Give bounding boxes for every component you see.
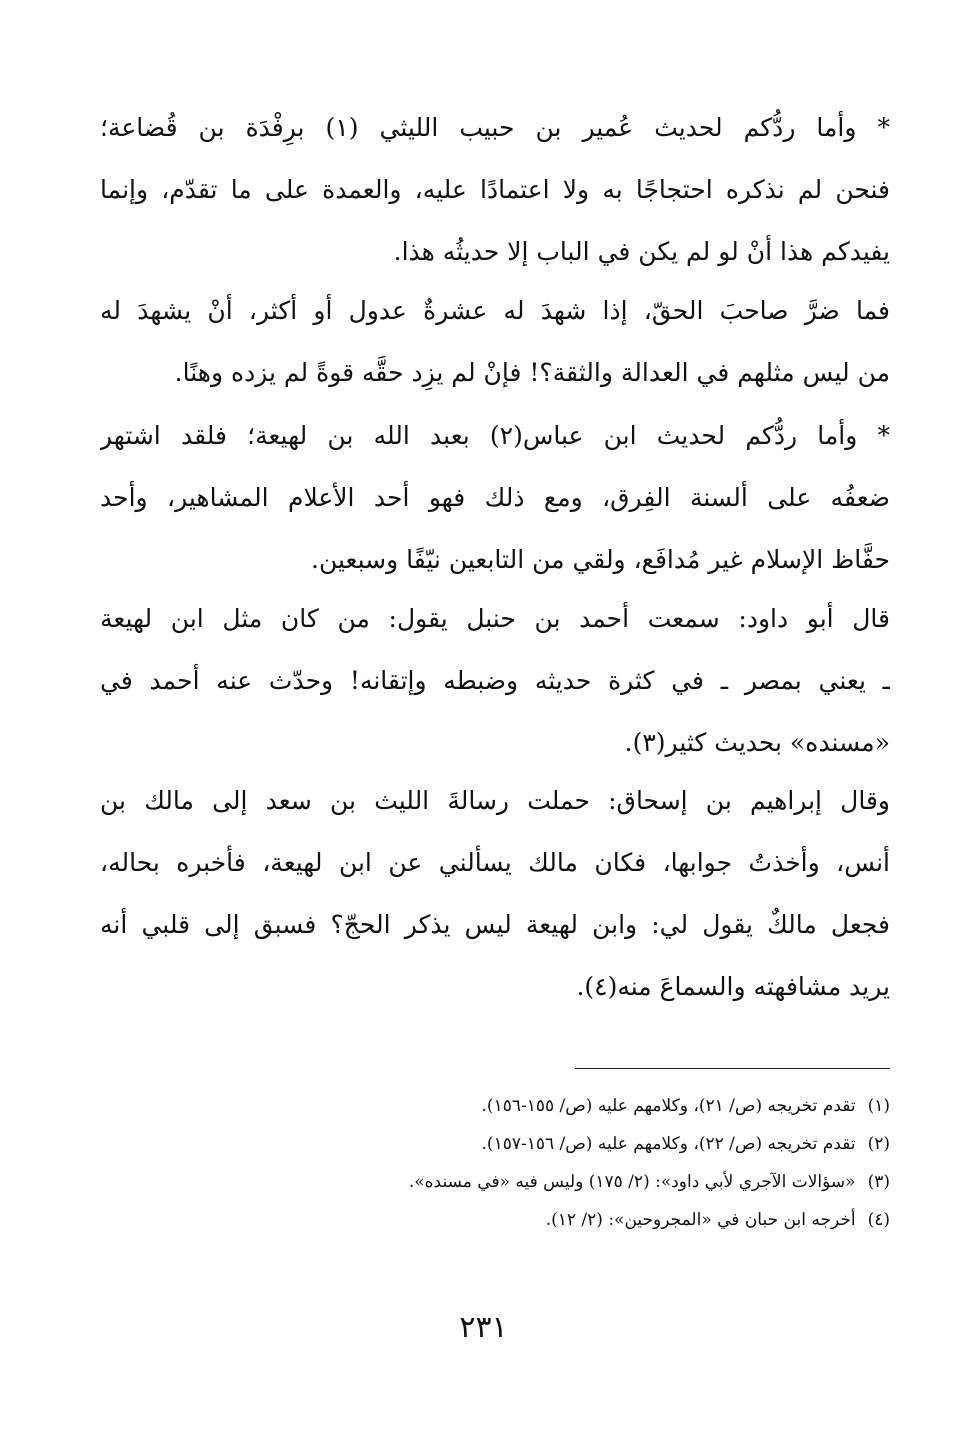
footnote-text: تقدم تخريجه (ص/ ٢١)، وكلامهم عليه (ص/ ١٥٥-١٥٦).: [481, 1096, 856, 1116]
text-line: وقال إبراهيم بن إسحاق: حملت رسالةَ الليث بن سعد إلى مالك بن: [100, 786, 890, 815]
text-line: يفيدكم هذا أنْ لو لم يكن في الباب إلا حديثُه هذا.: [393, 237, 890, 266]
text-line: أنس، وأخذتُ جوابها، فكان مالك يسألني عن ابن لهيعة، فأخبره بحاله،: [100, 848, 890, 877]
text-line: قال أبو داود: سمعت أحمد بن حنبل يقول: من كان مثل ابن لهيعة: [100, 604, 890, 633]
text-line: فنحن لم نذكره احتجاجًا به ولا اعتمادًا عليه، والعمدة على ما تقدّم، وإنما: [100, 175, 890, 204]
footnote-divider: [575, 1068, 890, 1069]
footnote-text: تقدم تخريجه (ص/ ٢٢)، وكلامهم عليه (ص/ ١٥٦-١٥٧).: [481, 1134, 856, 1154]
footnote-number: (٤): [867, 1210, 890, 1230]
text-line: يريد مشافهته والسماعَ منه(٤).: [576, 972, 890, 1001]
footnote: [100, 1087, 890, 1125]
footnote: [100, 1163, 890, 1201]
page-number: ٢٣١: [459, 1310, 508, 1345]
text-line: ضعفُه على ألسنة الفِرق، ومع ذلك فهو أحد الأعلام المشاهير، وأحد: [100, 483, 890, 512]
paragraph-witnesses: [100, 280, 890, 404]
paragraph-ibrahim: [100, 770, 890, 1018]
text-line: فما ضرَّ صاحبَ الحقّ، إذا شهدَ له عشرةٌ عدول أو أكثر، أنْ يشهدَ له: [100, 296, 890, 325]
text-line: «مسنده» بحديث كثير(٣).: [624, 728, 890, 757]
paragraph-umair: [100, 97, 890, 283]
text-line: * وأما ردُّكم لحديث ابن عباس(٢) بعبد الله بن لهيعة؛ فلقد اشتهر: [100, 421, 890, 450]
text-line: ـ يعني بمصر ـ في كثرة حديثه وضبطه وإتقانه! وحدّث عنه أحمد في: [100, 666, 890, 695]
text-line: * وأما ردُّكم لحديث عُمير بن حبيب الليثي (١) برِفْدَة بن قُضاعة؛: [100, 113, 890, 142]
footnotes: [100, 1087, 890, 1239]
footnote: [100, 1201, 890, 1239]
footnote-number: (٣): [867, 1172, 890, 1192]
footnote-number: (٢): [867, 1134, 890, 1154]
paragraph-abu-dawud: [100, 588, 890, 774]
footnote: [100, 1125, 890, 1163]
text-line: حفَّاظ الإسلام غير مُدافَع، ولقي من التابعين نيّفًا وسبعين.: [311, 545, 890, 574]
footnote-text: «سؤالات الآجري لأبي داود»: (٢/ ١٧٥) وليس فيه «في مسنده».: [408, 1172, 856, 1192]
footnote-text: أخرجه ابن حبان في «المجروحين»: (٢/ ١٢).: [545, 1210, 856, 1230]
text-line: من ليس مثلهم في العدالة والثقة؟! فإنْ لم يزِد حقَّه قوةً لم يزده وهنًا.: [174, 358, 890, 387]
text-line: فجعل مالكٌ يقول لي: وابن لهيعة ليس يذكر الحجّ؟ فسبق إلى قلبي أنه: [100, 910, 890, 939]
paragraph-ibn-abbas: [100, 405, 890, 591]
footnote-number: (١): [867, 1096, 890, 1116]
